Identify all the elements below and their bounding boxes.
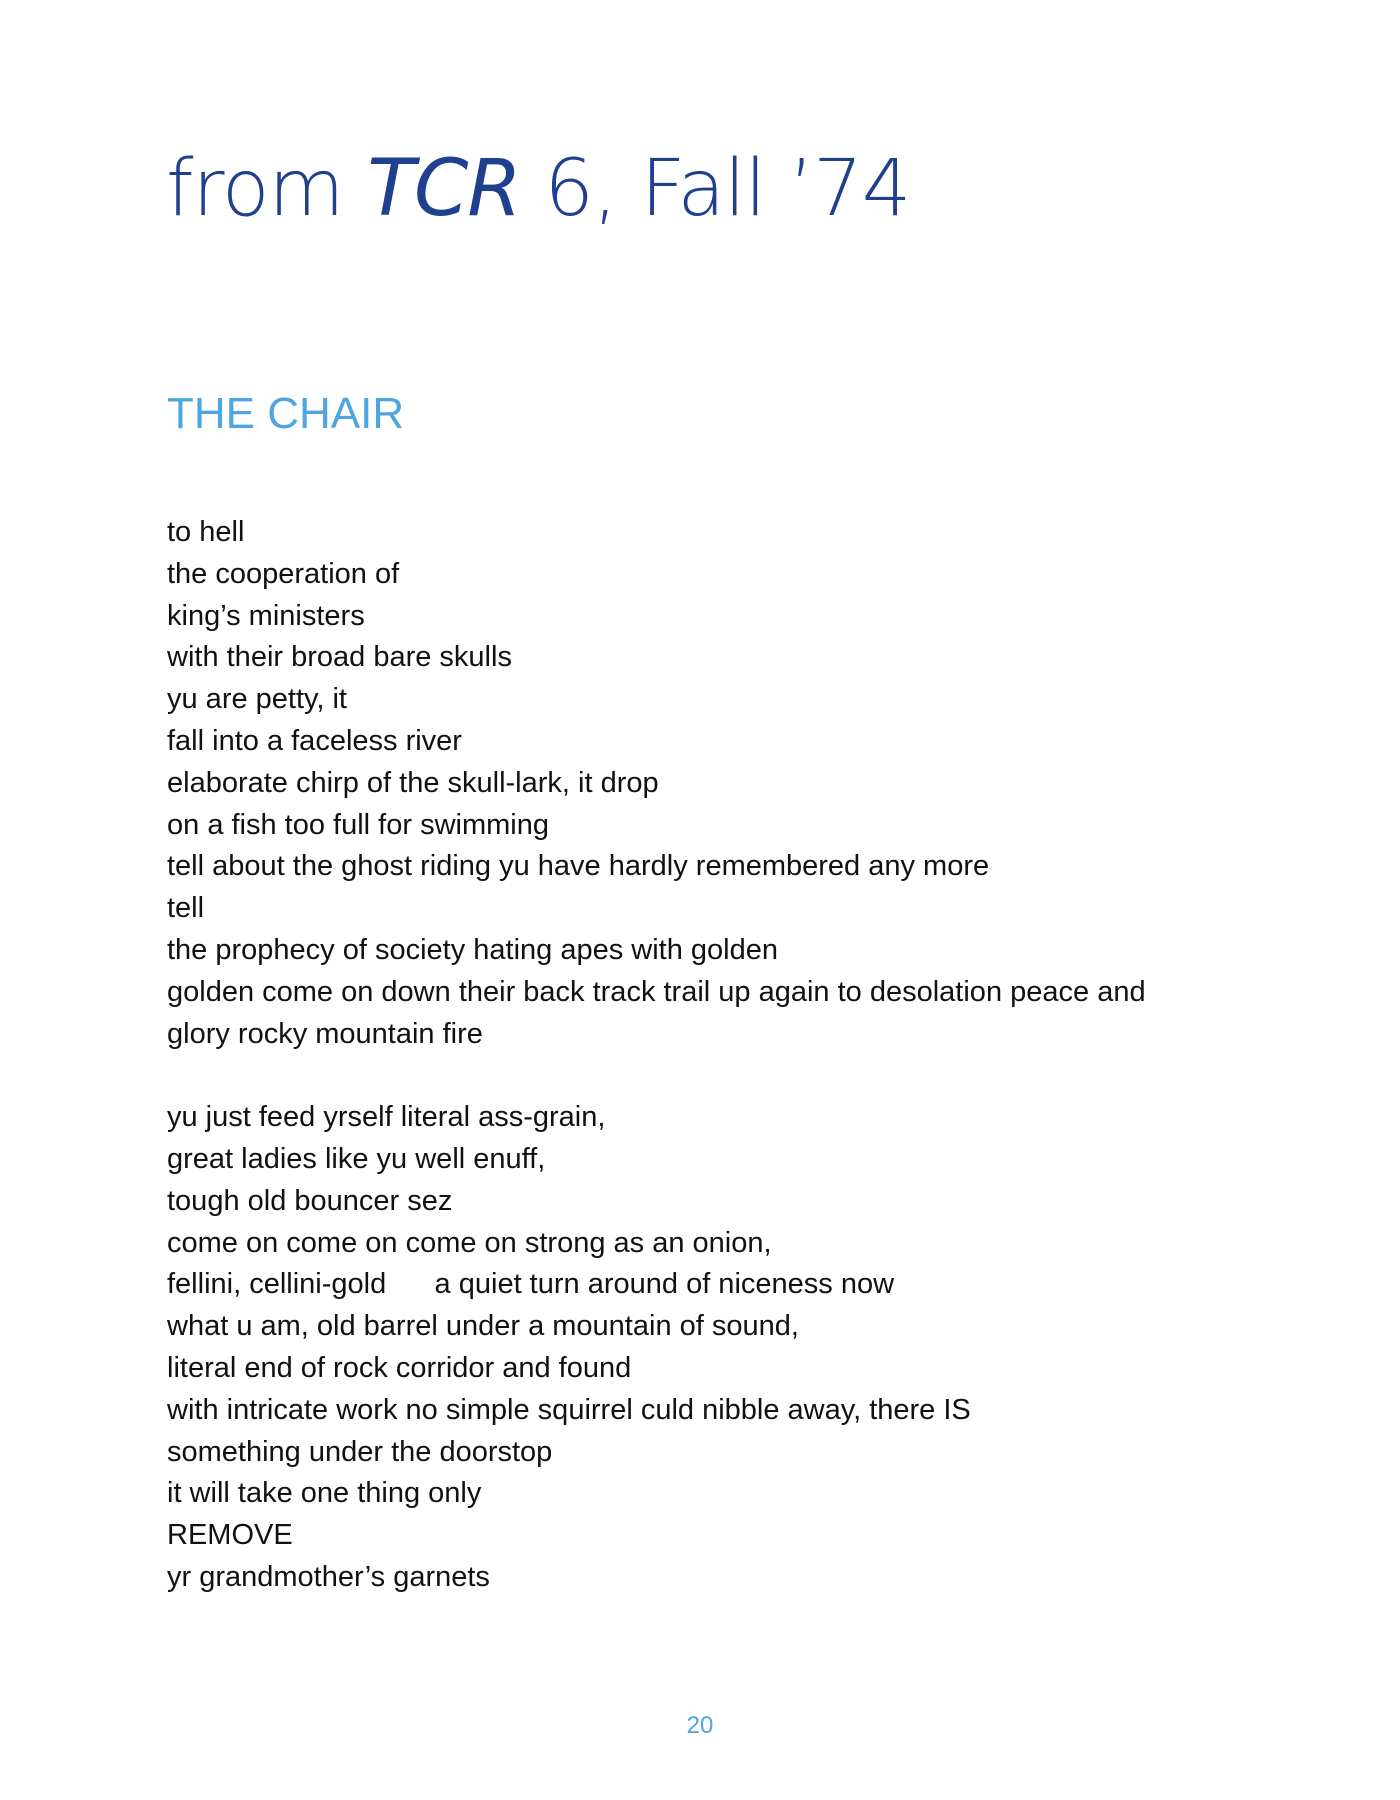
poem-line: what u am, old barrel under a mountain of sound, [167,1310,799,1343]
journal-name: TCR [367,144,521,234]
heading-prefix: from [166,144,368,234]
poem-line: elaborate chirp of the skull-lark, it drop [167,766,659,799]
poem-line: great ladies like yu well enuff, [167,1142,546,1175]
poem-line: tell [167,892,205,925]
poem-line: king’s ministers [167,599,365,632]
poem-line: the prophecy of society hating apes with golden [167,933,779,966]
poem-line: come on come on come on strong as an onion, [167,1226,772,1259]
poem-line: fall into a faceless river [167,724,462,757]
poem-line: with intricate work no simple squirrel culd nibble away, there IS [167,1393,971,1426]
poem-line: yu are petty, it [167,683,347,716]
stanza [167,512,1287,1055]
section-heading [166,144,911,234]
poem-line: literal end of rock corridor and found [167,1351,632,1384]
poem-title: THE CHAIR [167,389,405,438]
poem-line: glory rocky mountain fire [167,1017,483,1050]
heading-suffix: 6, Fall ’74 [520,144,911,234]
poem-line: yr grandmother’s garnets [167,1560,490,1593]
poem-body [167,512,1287,1599]
poem-line: on a fish too full for swimming [167,808,549,841]
poem-line: to hell [167,516,245,548]
poem-line: something under the doorstop [167,1435,553,1468]
poem-line: tell about the ghost riding yu have hardly remembered any more [167,850,990,883]
poem-line: the cooperation of [167,557,400,590]
poem-line: fellini, cellini-gold a quiet turn around of niceness now [167,1268,895,1301]
page-number: 20 [686,1712,714,1739]
poem-line: it will take one thing only [167,1477,482,1510]
poem-line: yu just feed yrself literal ass-grain, [167,1101,606,1134]
poem-line: with their broad bare skulls [167,641,512,674]
stanza [167,1097,1287,1599]
poem-line: REMOVE [167,1519,293,1552]
poem-line: tough old bouncer sez [167,1184,453,1217]
poem-line: golden come on down their back track trail up again to desolation peace and [167,975,1146,1008]
